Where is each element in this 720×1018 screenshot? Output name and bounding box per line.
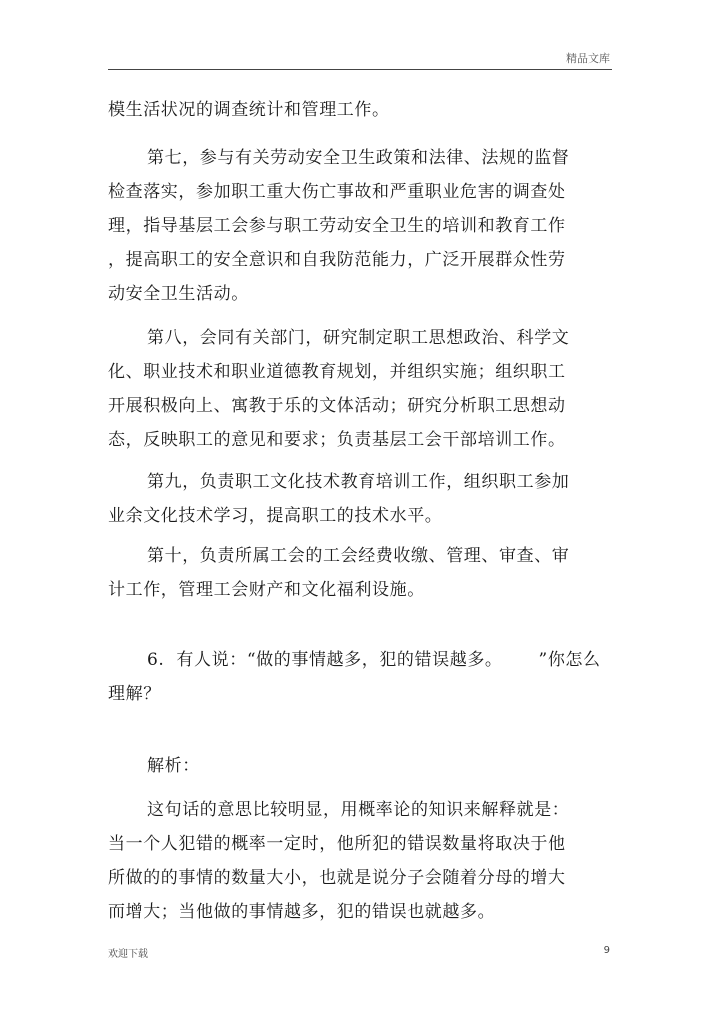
text-line: 态，反映职工的意见和要求；负责基层工会干部培训工作。 (108, 430, 566, 450)
text-line: 开展积极向上、寓教于乐的文体活动；研究分析职工思想动 (108, 396, 566, 416)
text-line: 动安全卫生活动。 (108, 284, 249, 304)
text-line: 模生活状况的调查统计和管理工作。 (108, 100, 390, 120)
text-line: 第八，会同有关部门，研究制定职工思想政治、科学文 (147, 328, 570, 348)
page-number: 9 (603, 945, 610, 956)
text-line: 第十，负责所属工会的工会经费收缴、管理、审查、审 (147, 546, 570, 566)
text-line: 这句话的意思比较明显，用概率论的知识来解释就是： (147, 800, 570, 820)
text-line: 理，指导基层工会参与职工劳动安全卫生的培训和教育工作 (108, 216, 566, 236)
text-line: 第七，参与有关劳动安全卫生政策和法律、法规的监督 (147, 148, 570, 168)
header-rule (108, 69, 612, 70)
text-line: 化、职业技术和职业道德教育规划，并组织实施；组织职工 (108, 362, 566, 382)
footer-label: 欢迎下载 (108, 949, 148, 960)
text-line: 当一个人犯错的概率一定时，他所犯的错误数量将取决于他 (108, 834, 566, 854)
text-line: 计工作，管理工会财产和文化福利设施。 (108, 580, 425, 600)
text-line: 而增大；当他做的事情越多，犯的错误也就越多。 (108, 902, 496, 922)
text-line: ，提高职工的安全意识和自我防范能力，广泛开展群众性劳 (108, 250, 566, 270)
analysis-heading: 解析： (147, 756, 200, 776)
question-line: 6. 有人说：“做的事情越多，犯的错误越多。 ”你怎么 (147, 650, 601, 670)
text-line: 第九，负责职工文化技术教育培训工作，组织职工参加 (147, 472, 570, 492)
text-line: 业余文化技术学习，提高职工的技术水平。 (108, 506, 443, 526)
text-line: 检查落实，参加职工重大伤亡事故和严重职业危害的调查处 (108, 182, 566, 202)
text-line: 所做的的事情的数量大小，也就是说分子会随着分母的增大 (108, 868, 566, 888)
question-line: 理解？ (108, 684, 161, 704)
page-header-label: 精品文库 (566, 52, 610, 65)
